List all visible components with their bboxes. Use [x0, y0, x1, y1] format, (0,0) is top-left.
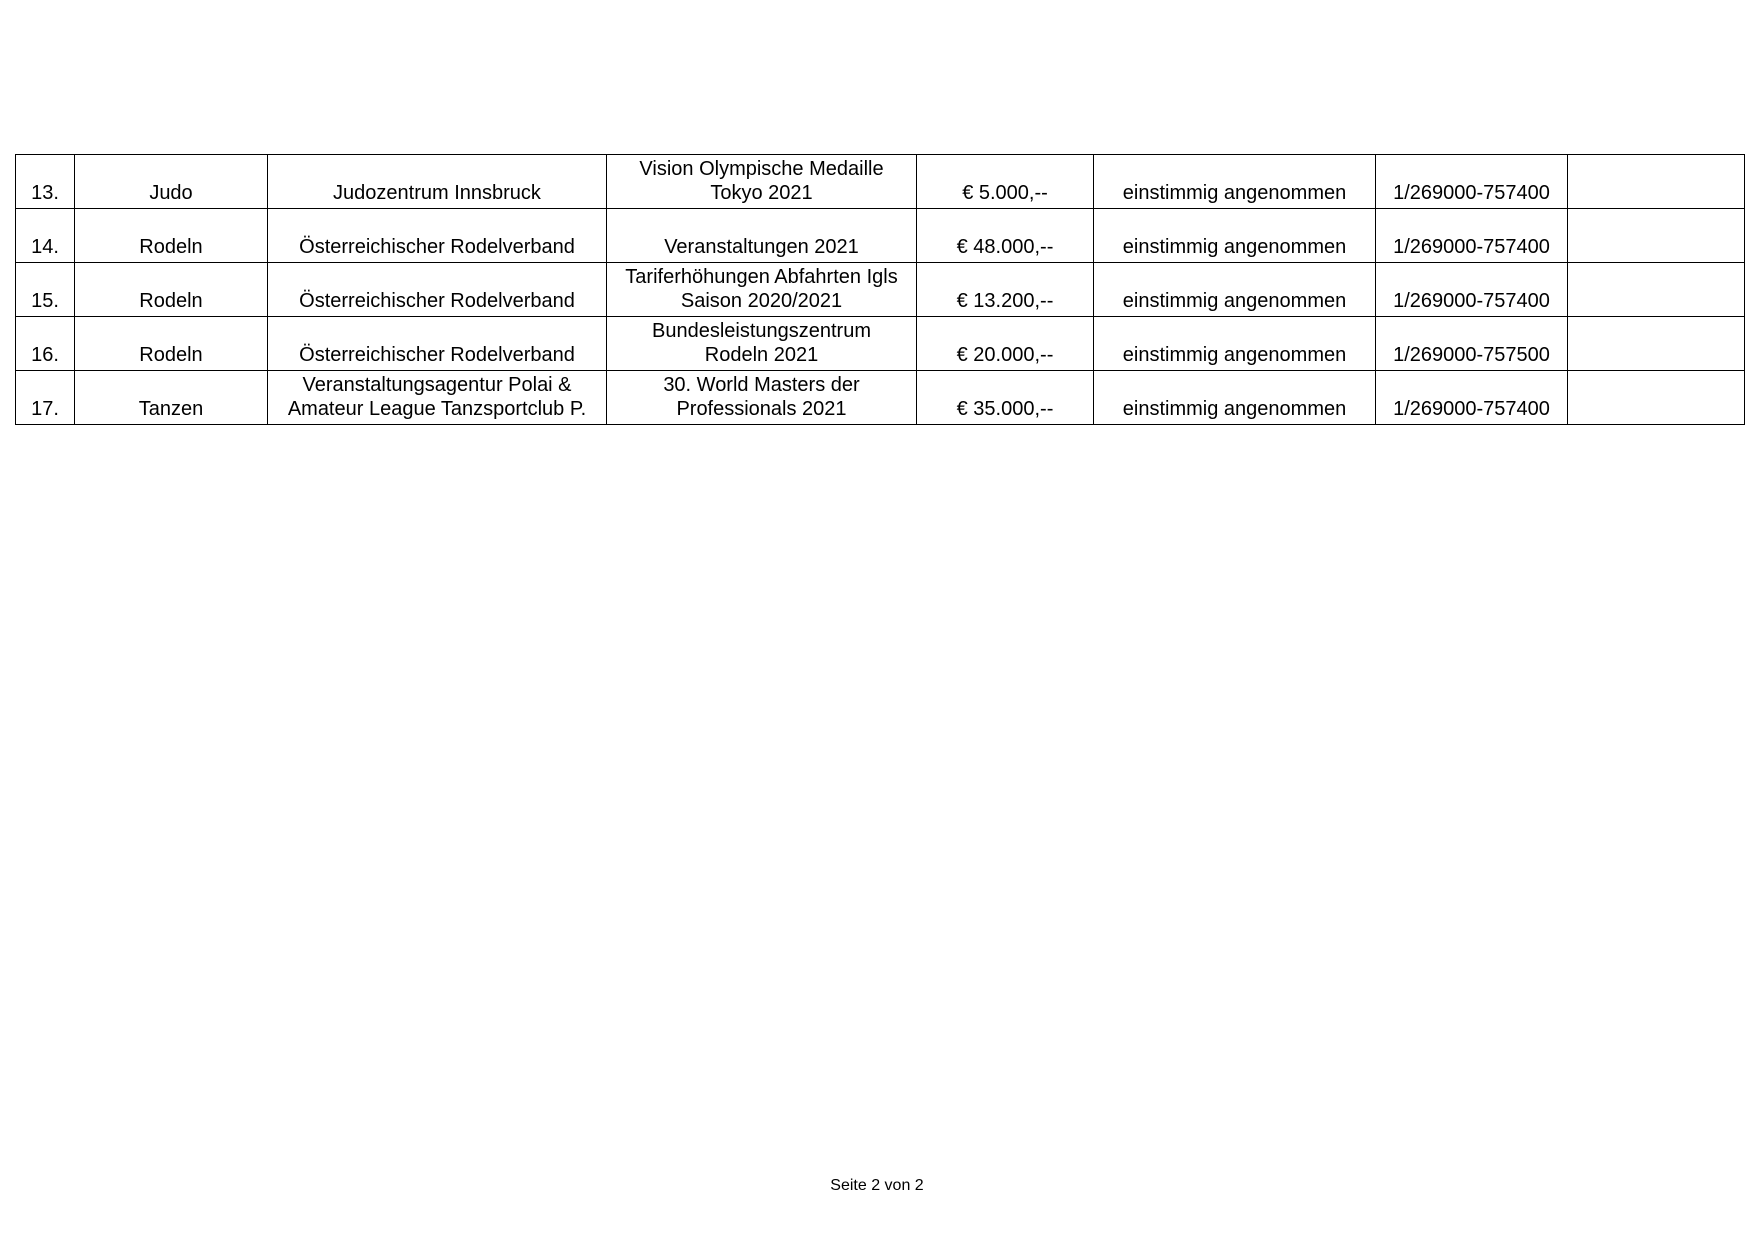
cell-sport: Tanzen [75, 371, 268, 425]
cell-amount: € 5.000,-- [917, 155, 1094, 209]
cell-amount: € 35.000,-- [917, 371, 1094, 425]
cell-recipient: Österreichischer Rodelverband [268, 317, 607, 371]
cell-purpose: Veranstaltungen 2021 [607, 209, 917, 263]
table-row [16, 317, 1745, 371]
cell-nr: 17. [16, 371, 75, 425]
cell-amount: € 48.000,-- [917, 209, 1094, 263]
cell-nr: 15. [16, 263, 75, 317]
cell-amount: € 20.000,-- [917, 317, 1094, 371]
cell-decision: einstimmig angenommen [1094, 263, 1376, 317]
cell-recipient: Judozentrum Innsbruck [268, 155, 607, 209]
cell-note [1568, 371, 1745, 425]
cell-purpose: 30. World Masters der Professionals 2021 [607, 371, 917, 425]
cell-sport: Rodeln [75, 317, 268, 371]
cell-account: 1/269000-757400 [1376, 209, 1568, 263]
grant-table [15, 154, 1745, 425]
cell-recipient: Veranstaltungsagentur Polai & Amateur League Tanzsportclub P. [268, 371, 607, 425]
table-row [16, 155, 1745, 209]
cell-nr: 14. [16, 209, 75, 263]
cell-purpose: Tariferhöhungen Abfahrten Igls Saison 2020/2021 [607, 263, 917, 317]
table-row [16, 371, 1745, 425]
cell-note [1568, 317, 1745, 371]
cell-decision: einstimmig angenommen [1094, 155, 1376, 209]
cell-purpose: Bundesleistungszentrum Rodeln 2021 [607, 317, 917, 371]
cell-sport: Rodeln [75, 209, 268, 263]
cell-note [1568, 155, 1745, 209]
cell-decision: einstimmig angenommen [1094, 317, 1376, 371]
cell-note [1568, 263, 1745, 317]
cell-sport: Rodeln [75, 263, 268, 317]
cell-nr: 16. [16, 317, 75, 371]
cell-account: 1/269000-757400 [1376, 263, 1568, 317]
cell-account: 1/269000-757500 [1376, 317, 1568, 371]
cell-recipient: Österreichischer Rodelverband [268, 263, 607, 317]
cell-sport: Judo [75, 155, 268, 209]
cell-recipient: Österreichischer Rodelverband [268, 209, 607, 263]
cell-purpose: Vision Olympische Medaille Tokyo 2021 [607, 155, 917, 209]
cell-account: 1/269000-757400 [1376, 155, 1568, 209]
cell-decision: einstimmig angenommen [1094, 371, 1376, 425]
cell-note [1568, 209, 1745, 263]
table-row [16, 209, 1745, 263]
table-row [16, 263, 1745, 317]
page-number: Seite 2 von 2 [830, 1177, 924, 1194]
cell-decision: einstimmig angenommen [1094, 209, 1376, 263]
cell-nr: 13. [16, 155, 75, 209]
cell-amount: € 13.200,-- [917, 263, 1094, 317]
cell-account: 1/269000-757400 [1376, 371, 1568, 425]
table-body [16, 155, 1745, 425]
